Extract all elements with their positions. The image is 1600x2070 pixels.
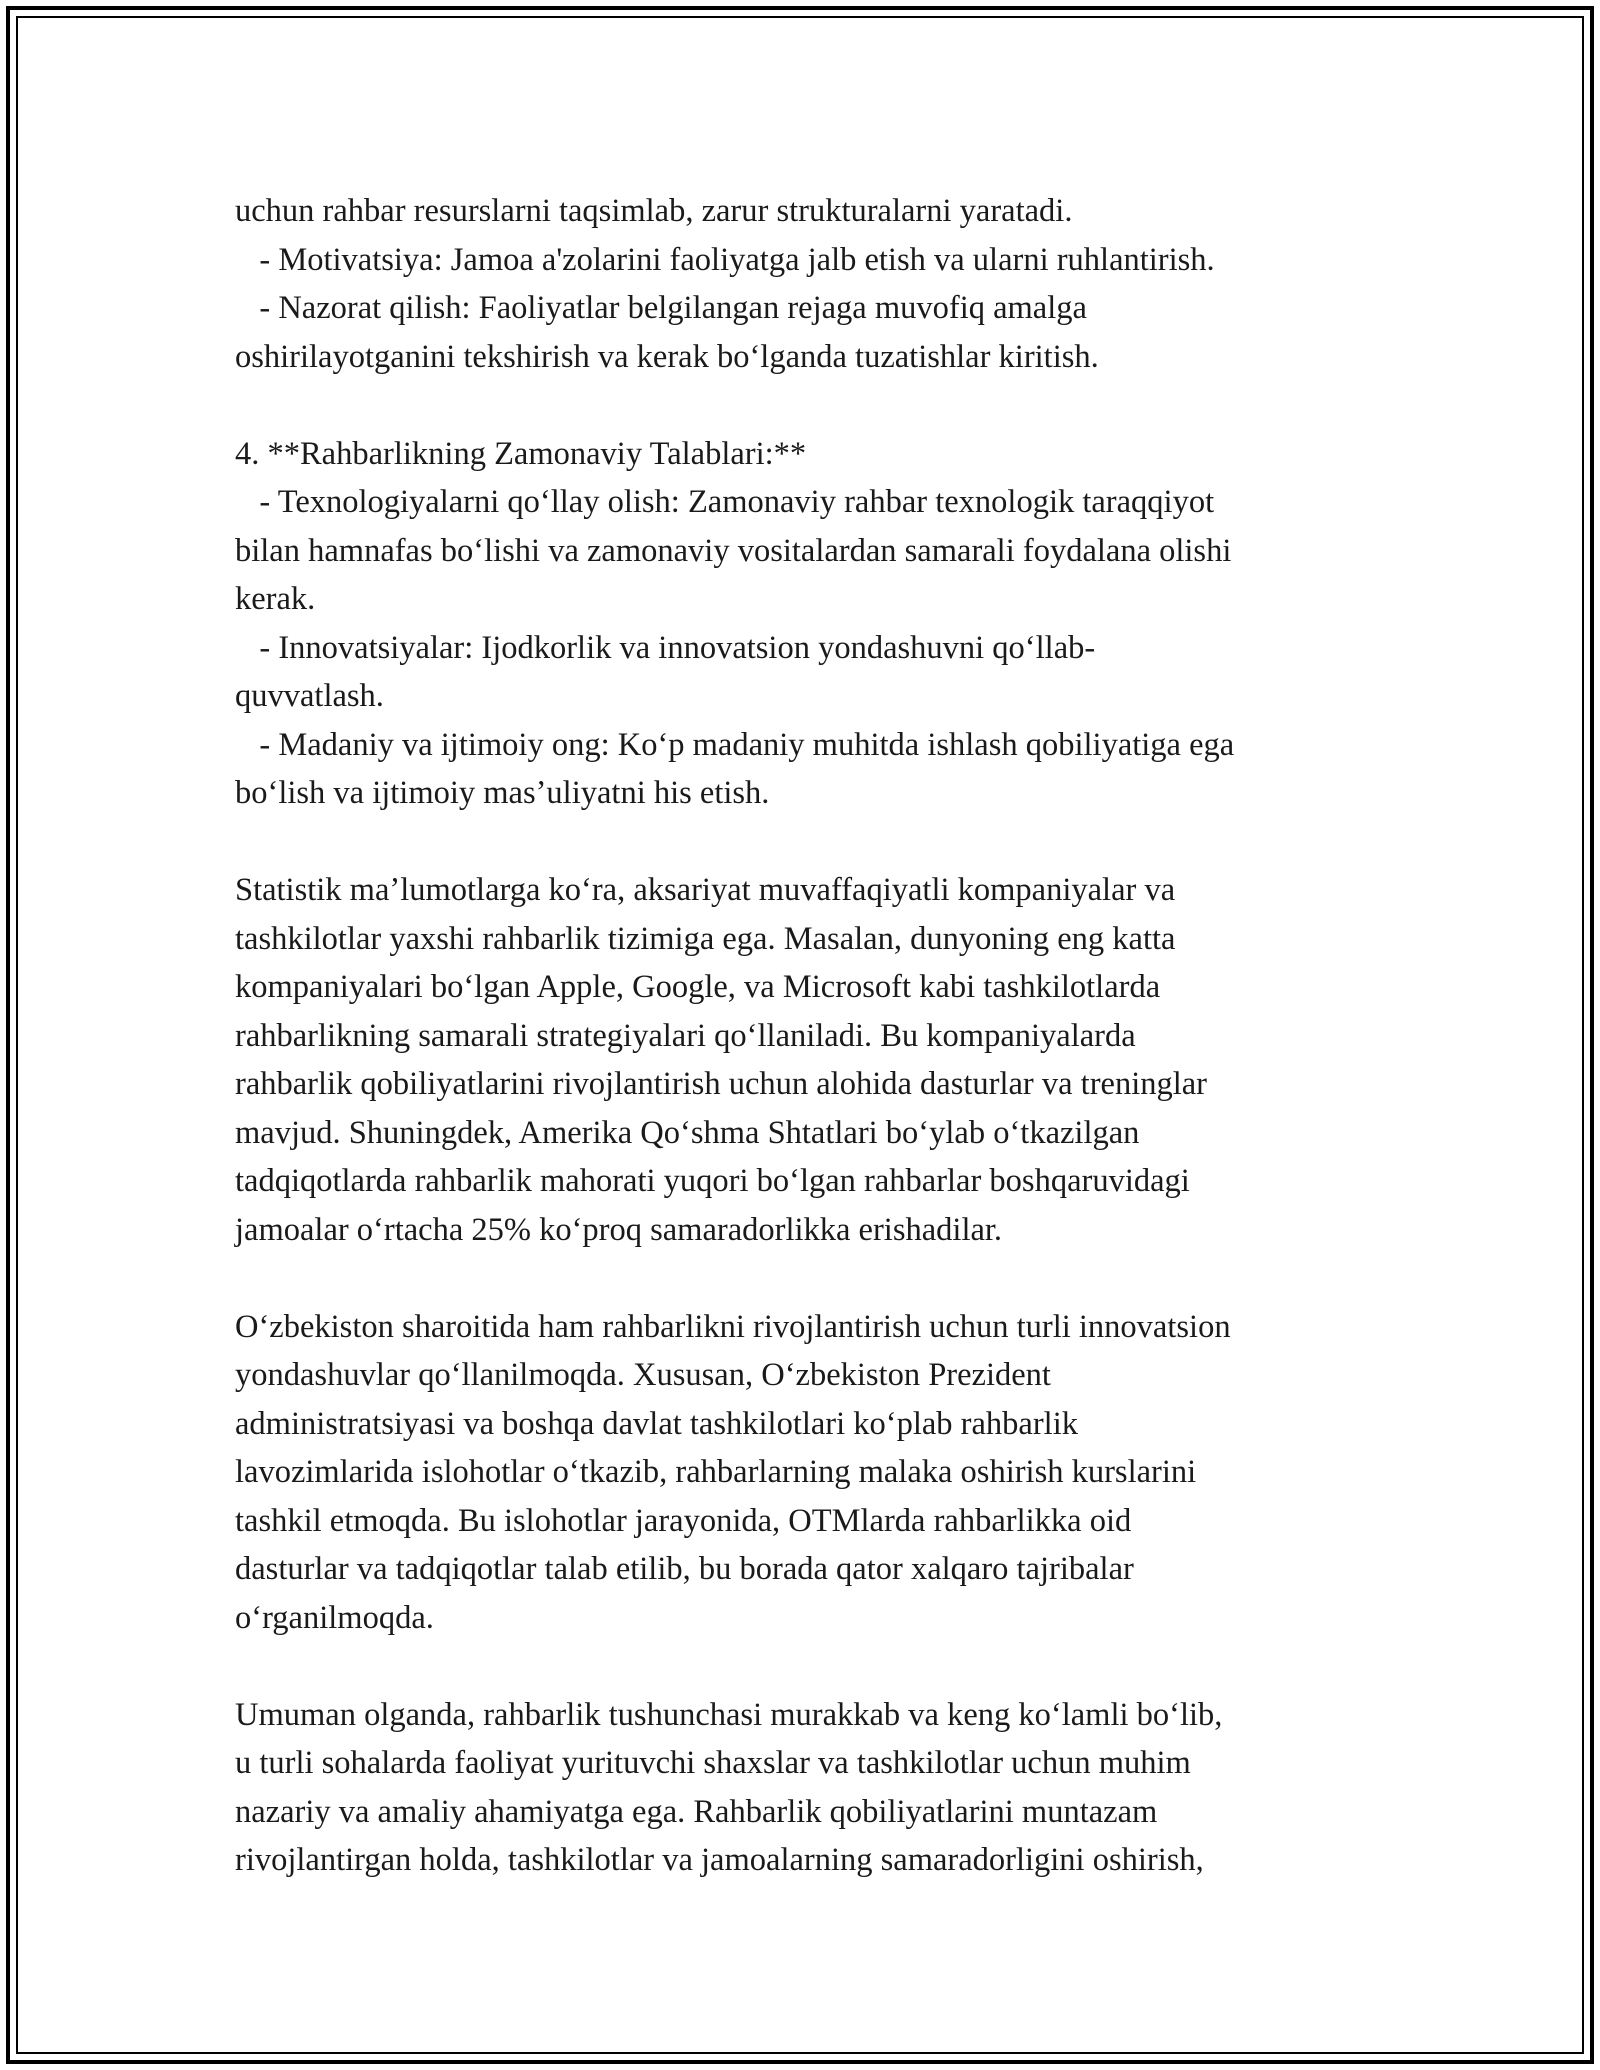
text-line: uchun rahbar resurslarni taqsimlab, zarur strukturalarni yaratadi. (235, 193, 1073, 229)
blank-line (235, 381, 1375, 430)
text-line: quvvatlash. (235, 678, 384, 714)
text-line: dasturlar va tadqiqotlar talab etilib, bu borada qator xalqaro tajribalar (235, 1551, 1134, 1587)
document-body (235, 187, 1375, 1885)
text-line: jamoalar oʻrtacha 25% koʻproq samaradorlikka erishadilar. (235, 1211, 1003, 1248)
blank-line (235, 1254, 1375, 1303)
text-line: - Madaniy va ijtimoiy ong: Koʻp madaniy muhitda ishlash qobiliyatiga ega (235, 726, 1235, 763)
text-line: u turli sohalarda faoliyat yurituvchi shaxslar va tashkilotlar uchun muhim (235, 1745, 1191, 1781)
text-line: boʻlish va ijtimoiy masʼuliyatni his etish. (235, 775, 770, 811)
text-line: administratsiyasi va boshqa davlat tashkilotlari koʻplab rahbarlik (235, 1405, 1078, 1442)
text-line: - Innovatsiyalar: Ijodkorlik va innovatsion yondashuvni qoʻllab- (235, 629, 1096, 666)
blank-line (235, 1642, 1375, 1691)
text-line: mavjud. Shuningdek, Amerika Qoʻshma Shtatlari boʻylab oʻtkazilgan (235, 1114, 1140, 1151)
text-line: rahbarlik qobiliyatlarini rivojlantirish uchun alohida dasturlar va treninglar (235, 1066, 1208, 1102)
text-line: Umuman olganda, rahbarlik tushunchasi murakkab va keng koʻlamli boʻlib, (235, 1696, 1223, 1733)
text-line: oshirilayotganini tekshirish va kerak boʻlganda tuzatishlar kiritish. (235, 338, 1099, 375)
text-line: tadqiqotlarda rahbarlik mahorati yuqori boʻlgan rahbarlar boshqaruvidagi (235, 1163, 1190, 1199)
text-line: rivojlantirgan holda, tashkilotlar va jamoalarning samaradorligini oshirish, (235, 1842, 1204, 1878)
text-line: oʻrganilmoqda. (235, 1599, 434, 1636)
text-line: rahbarlikning samarali strategiyalari qoʻllaniladi. Bu kompaniyalarda (235, 1017, 1136, 1054)
blank-line (235, 818, 1375, 867)
text-line: - Nazorat qilish: Faoliyatlar belgilangan rejaga muvofiq amalga (235, 290, 1087, 326)
text-line: Statistik maʼlumotlarga koʻra, aksariyat muvaffaqiyatli kompaniyalar va (235, 872, 1176, 908)
text-line: tashkilotlar yaxshi rahbarlik tizimiga ega. Masalan, dunyoning eng katta (235, 920, 1176, 957)
text-line: kompaniyalari boʻlgan Apple, Google, va Microsoft kabi tashkilotlarda (235, 969, 1161, 1005)
text-line: - Motivatsiya: Jamoa a'zolarini faoliyatga jalb etish va ularni ruhlantirish. (235, 241, 1215, 278)
text-line: yondashuvlar qoʻllanilmoqda. Xususan, Oʻzbekiston Prezident (235, 1357, 1051, 1393)
text-line: tashkil etmoqda. Bu islohotlar jarayonida, OTMlarda rahbarlikka oid (235, 1502, 1132, 1539)
text-line: lavozimlarida islohotlar oʻtkazib, rahbarlarning malaka oshirish kurslarini (235, 1454, 1197, 1490)
text-line: Oʻzbekiston sharoitida ham rahbarlikni rivojlantirish uchun turli innovatsion (235, 1308, 1231, 1345)
text-line: - Texnologiyalarni qoʻllay olish: Zamonaviy rahbar texnologik taraqqiyot (235, 484, 1215, 520)
text-line: nazariy va amaliy ahamiyatga ega. Rahbarlik qobiliyatlarini muntazam (235, 1793, 1158, 1830)
text-line: kerak. (235, 581, 316, 617)
text-line: 4. **Rahbarlikning Zamonaviy Talablari:** (235, 435, 807, 472)
text-line: bilan hamnafas boʻlishi va zamonaviy vositalardan samarali foydalana olishi (235, 532, 1232, 569)
